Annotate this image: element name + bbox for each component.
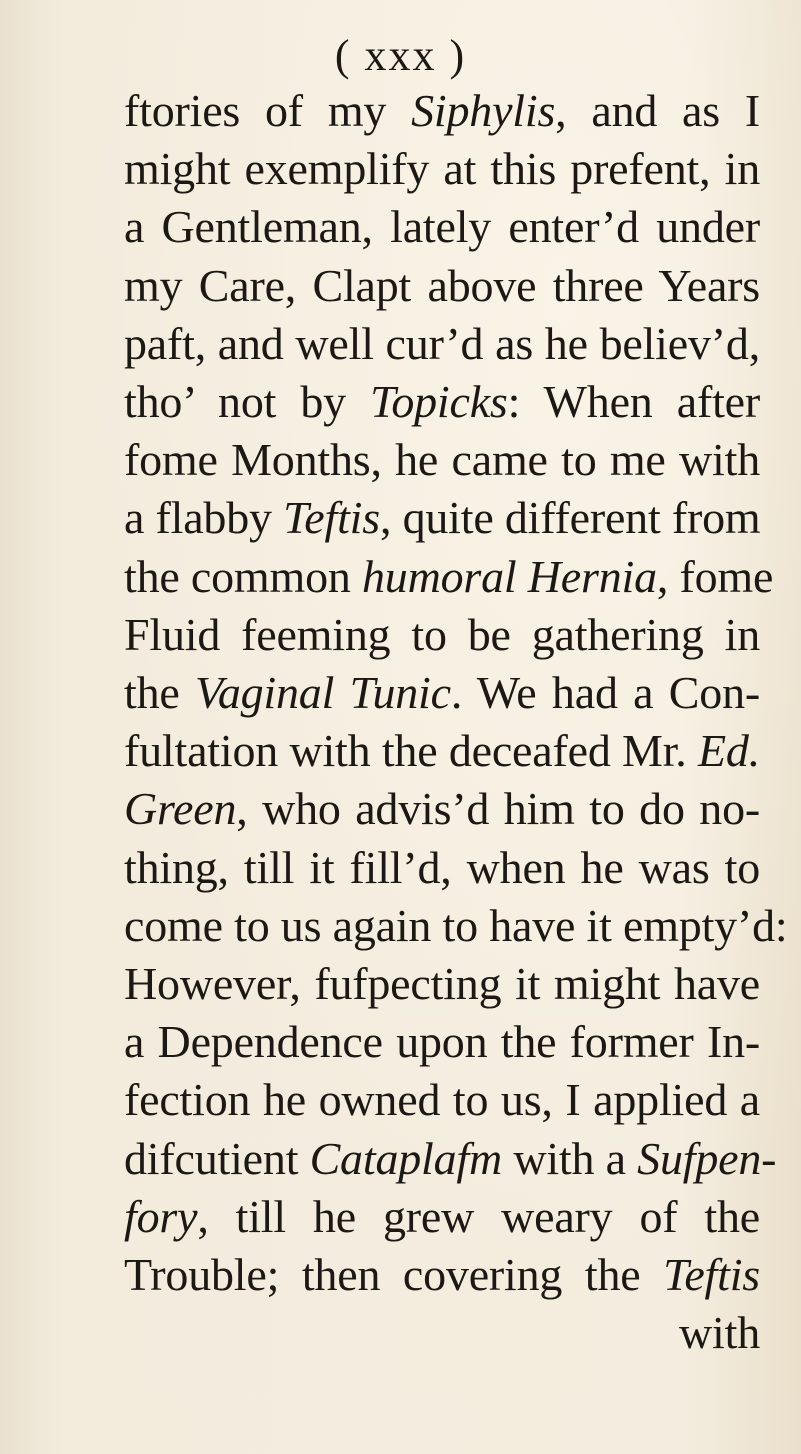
italic-text: Cataplafm: [309, 1132, 503, 1184]
text-segment: thing, till it fill’d, when he was to: [124, 841, 760, 893]
text-segment: paft, and well cur’d as he believ’d,: [124, 317, 760, 369]
body-text: [124, 82, 788, 1362]
text-line: [124, 82, 760, 140]
text-line: [124, 839, 760, 897]
text-line: [124, 1188, 760, 1246]
text-segment: with a: [502, 1132, 638, 1184]
text-segment: , and as I: [555, 85, 760, 136]
text-line: [124, 1013, 760, 1071]
text-segment: , fome: [656, 550, 774, 602]
text-segment: the: [124, 667, 196, 719]
italic-text: Green: [124, 783, 237, 835]
text-line: [124, 606, 760, 664]
text-line: [124, 315, 760, 373]
text-segment: Fluid feeming to be gathering in: [124, 608, 760, 660]
text-line: [124, 780, 760, 838]
text-line: [124, 489, 760, 547]
text-line: [124, 140, 760, 198]
text-segment: fultation with the deceafed Mr.: [124, 725, 698, 777]
text-line: [124, 431, 760, 489]
text-line: [124, 198, 760, 256]
text-segment: , who advis’d him to do no-: [236, 783, 760, 835]
text-segment: fome Months, he came to me with: [124, 434, 760, 486]
text-segment: . We had a Con-: [450, 667, 761, 719]
text-segment: ftories of my: [124, 85, 412, 136]
text-line: [124, 897, 788, 955]
text-line: [124, 373, 760, 431]
text-segment: , quite different from: [379, 492, 761, 544]
text-line: [124, 1304, 760, 1362]
text-line: [124, 257, 760, 315]
italic-text: fory: [124, 1190, 198, 1242]
text-segment: Trouble; then covering the: [124, 1249, 664, 1301]
italic-text: Topicks: [370, 376, 508, 428]
text-segment: a flabby: [124, 492, 284, 544]
text-segment: However, fufpecting it might have: [124, 958, 760, 1010]
text-segment: : When after: [507, 376, 760, 428]
text-segment: fection he owned to us, I applied a: [124, 1074, 760, 1126]
text-segment: difcutient: [124, 1132, 310, 1184]
italic-text: Sufpen-: [637, 1132, 777, 1184]
italic-text: Teftis: [663, 1249, 760, 1301]
text-segment: come to us again to have it empty’d:: [124, 899, 788, 951]
text-line: [124, 1246, 760, 1304]
text-segment: with: [679, 1307, 760, 1359]
text-segment: the common: [124, 550, 362, 602]
italic-text: Teftis: [283, 492, 380, 544]
text-segment: tho’ not by: [124, 376, 371, 428]
text-line: [124, 548, 774, 606]
text-line: [124, 664, 760, 722]
text-line: [124, 1130, 777, 1188]
text-segment: my Care, Clapt above three Years: [124, 259, 760, 311]
page-number: ( xxx ): [334, 31, 467, 80]
italic-text: Ed.: [698, 725, 760, 777]
text-line: [124, 955, 760, 1013]
text-segment: a Dependence upon the former In-: [124, 1016, 760, 1068]
text-line: [124, 722, 760, 780]
text-line: [124, 1071, 760, 1129]
text-segment: a Gentleman, lately enter’d under: [124, 201, 760, 253]
italic-text: Siphylis: [411, 85, 556, 136]
text-segment: might exemplify at this prefent, in: [124, 143, 760, 195]
italic-text: humoral Hernia: [361, 550, 657, 602]
italic-text: Vaginal Tunic: [195, 667, 451, 719]
text-segment: , till he grew weary of the: [197, 1190, 760, 1242]
